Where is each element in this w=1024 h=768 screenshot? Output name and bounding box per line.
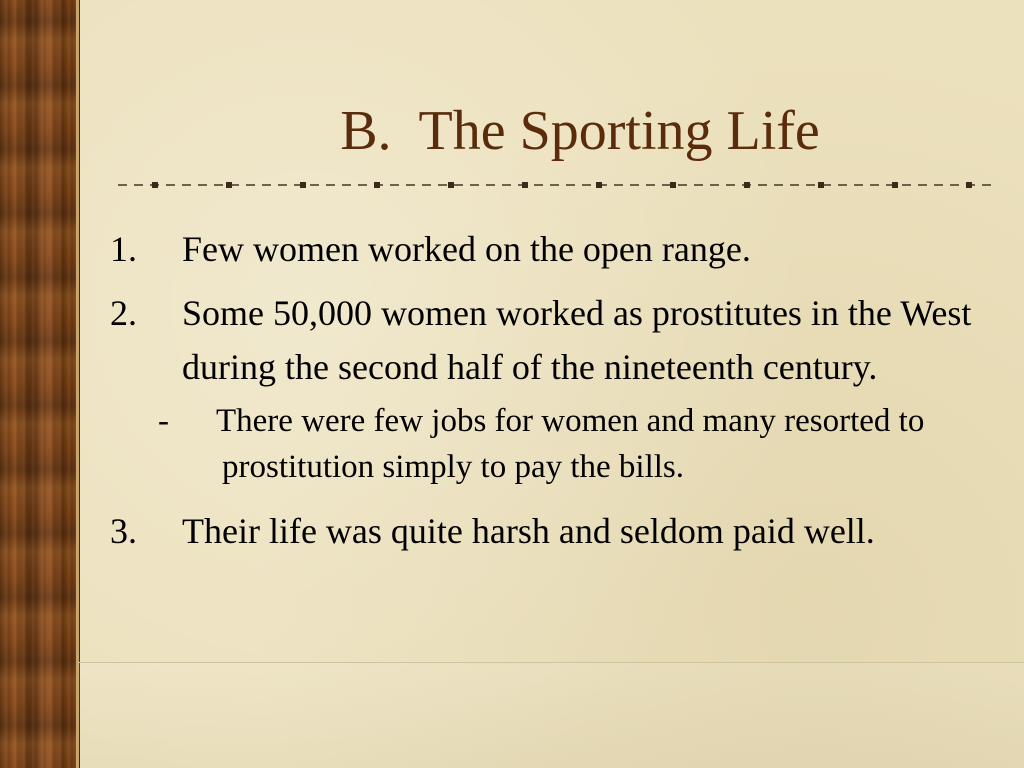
wood-sidebar	[0, 0, 80, 768]
list-number: 2.	[110, 293, 137, 333]
sub-list-item	[110, 398, 990, 490]
divider-dot	[892, 182, 898, 188]
title-divider	[118, 180, 992, 190]
divider-dot	[300, 182, 306, 188]
footer-area	[78, 663, 1024, 768]
divider-dot	[152, 182, 158, 188]
sub-bullet: -	[158, 403, 169, 439]
divider-dot	[670, 182, 676, 188]
list-item	[110, 504, 990, 558]
divider-dot	[744, 182, 750, 188]
list-number: 1.	[110, 229, 137, 269]
sub-list-text: There were few jobs for women and many resorted to prostitution simply to pay the bills.	[216, 403, 925, 485]
list-number: 3.	[110, 511, 137, 551]
divider-dot	[596, 182, 602, 188]
divider-dot	[966, 182, 972, 188]
list-text: Few women worked on the open range.	[182, 229, 751, 269]
divider-dots	[152, 182, 972, 188]
list-text: Some 50,000 women worked as prostitutes in the West during the second half of the nineteenth century.	[182, 293, 972, 387]
divider-dot	[226, 182, 232, 188]
divider-dot	[448, 182, 454, 188]
divider-dot	[374, 182, 380, 188]
list-text: Their life was quite harsh and seldom paid well.	[182, 511, 875, 551]
sidebar-edge	[76, 0, 79, 768]
divider-dot	[818, 182, 824, 188]
list-item	[110, 222, 990, 276]
divider-dot	[522, 182, 528, 188]
slide-title: B. The Sporting Life	[340, 100, 820, 162]
slide-content	[110, 222, 990, 568]
list-item	[110, 286, 990, 394]
